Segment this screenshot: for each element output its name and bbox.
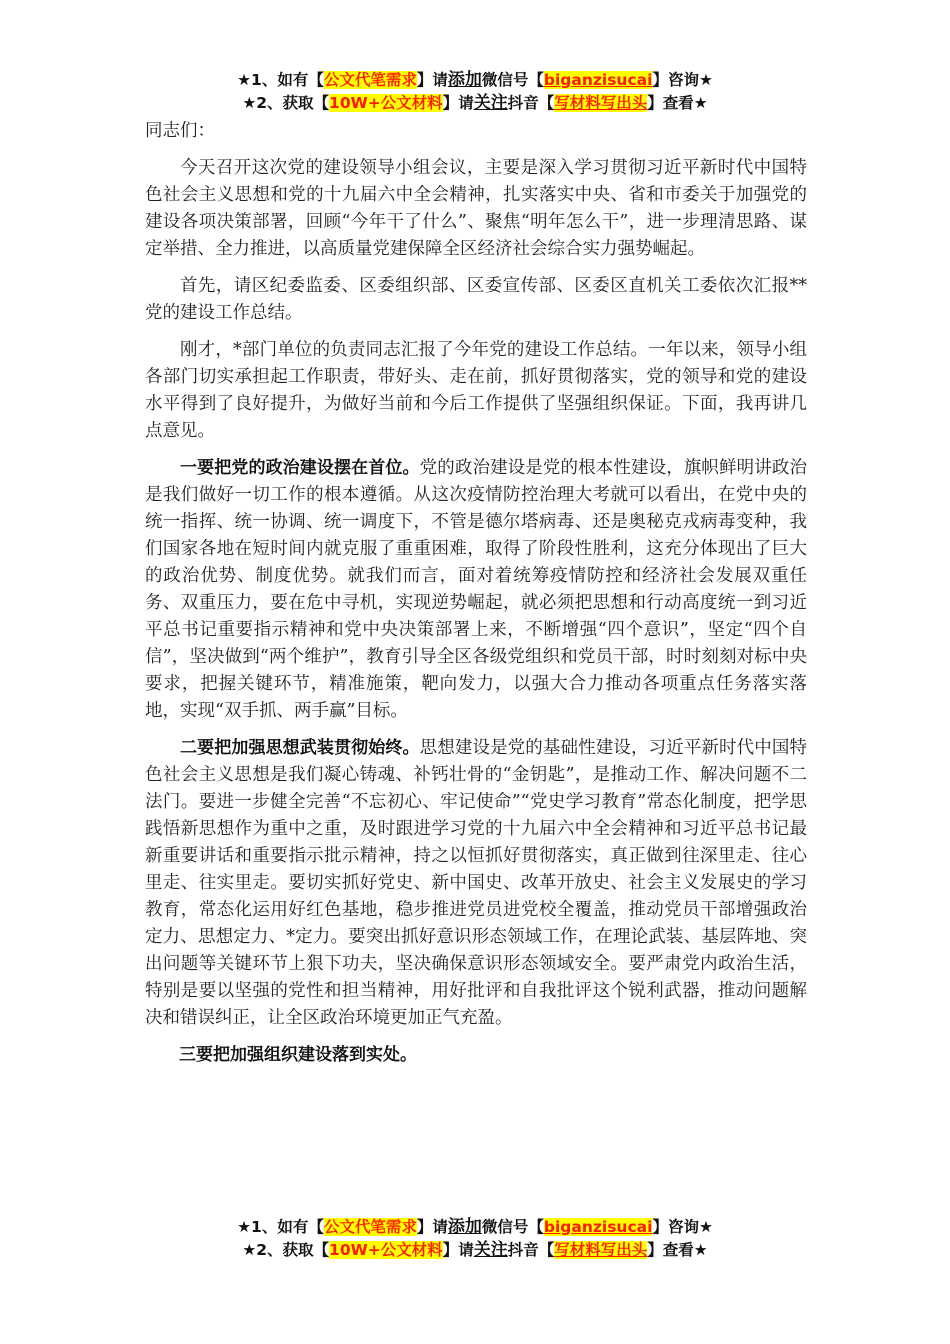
promo-line-1 (0, 1216, 950, 1239)
promo-text: 1、如有【 (251, 71, 324, 89)
highlight-service: 公文代笔需求 (323, 71, 417, 89)
promo-text: 2、获取【 (256, 1241, 330, 1259)
highlight-materials: 10W+公文材料 (329, 1241, 443, 1259)
paragraph-reports (145, 273, 807, 327)
promo-text: 】查看 (647, 94, 694, 112)
promo-text: 1、如有【 (251, 1218, 324, 1236)
salutation: 同志们： (145, 121, 215, 141)
star-icon: ★ (237, 1218, 252, 1236)
paragraph-point-1 (145, 455, 807, 725)
point-3-heading: 三要把加强组织建设落到实处。 (179, 1045, 417, 1065)
star-icon: ★ (242, 94, 257, 112)
douyin-account-link[interactable]: 写材料写出头 (554, 94, 648, 112)
star-icon: ★ (693, 94, 708, 112)
promo-text: 抖音【 (507, 1241, 555, 1259)
promo-banner-top (0, 69, 950, 115)
point-heading: 二要把加强思想武装贯彻始终。 (180, 738, 420, 758)
promo-banner-bottom (0, 1216, 950, 1262)
highlight-service: 公文代笔需求 (323, 1218, 417, 1236)
highlight-materials: 10W+公文材料 (329, 94, 443, 112)
promo-text: 】请 (416, 1218, 448, 1236)
promo-line-2 (0, 92, 950, 115)
promo-text: 】咨询 (652, 1218, 699, 1236)
paragraph-text: 党的政治建设是党的根本性建设，旗帜鲜明讲政治是我们做好一切工作的根本遵循。从这次疫情防控治理大考就可以看出，在党中央的统一指挥、统一协调、统一调度下，不管是德尔塔病毒、还是奥秘克戎病毒变种，我们国家各地在短时间内就克服了重重困难，取得了阶段性胜利，这充分体现出了巨大的政治优势、制度优势。就我们而言，面对着统筹疫情防控和经济社会发展双重任务、双重压力，要在危中寻机，实现逆势崛起，就必须把思想和行动高度统一到习近平总书记重要指示精神和党中央决策部署上来，不断增强“四个意识”，坚定“四个自信”，坚决做到“两个维护”，教育引导全区各级党组织和党员干部，时时刻刻对标中央要求，把握关键环节，精准施策，靶向发力，以强大合力推动各项重点任务落实落地，实现“双手抓、两手赢”目标。 (145, 458, 808, 721)
promo-text: 微信号【 (481, 71, 544, 89)
paragraph-text: 思想建设是党的基础性建设，习近平新时代中国特色社会主义思想是我们凝心铸魂、补钙壮骨的“金钥匙”，是推动工作、解决问题不二法门。要进一步健全完善“不忘初心、牢记使命”“党史学习教育”常态化制度，把学思践悟新思想作为重中之重，及时跟进学习党的十九届六中全会精神和习近平总书记最新重要讲话和重要指示批示精神，持之以恒抓好贯彻落实，真正做到往深里走、往心里走、往实里走。要切实抓好党史、新中国史、改革开放史、社会主义发展史的学习教育，常态化运用好红色基地，稳步推进党员进党校全覆盖，推动党员干部增强政治定力、思想定力、*定力。要突出抓好意识形态领域工作，在理论武装、基层阵地、突出问题等关键环节上狠下功夫，坚决确保意识形态领域安全。要严肃党内政治生活，特别是要以坚强的党性和担当精神，用好批评和自我批评这个锐利武器，推动问题解决和错误纠正，让全区政治环境更加正气充盈。 (145, 738, 808, 1028)
douyin-account-link[interactable]: 写材料写出头 (554, 1241, 648, 1259)
promo-text: 】请 (442, 94, 474, 112)
promo-line-2 (0, 1239, 950, 1262)
emphasis-follow: 关注 (473, 93, 508, 113)
paragraph-point-2 (145, 735, 807, 1032)
star-icon: ★ (242, 1241, 257, 1259)
promo-line-1 (0, 69, 950, 92)
promo-text: 】查看 (647, 1241, 694, 1259)
star-icon: ★ (693, 1241, 708, 1259)
star-icon: ★ (237, 71, 252, 89)
wechat-id-link[interactable]: biganzisucai (543, 71, 653, 89)
promo-text: 抖音【 (507, 94, 555, 112)
paragraph-text: 刚才，*部门单位的负责同志汇报了今年党的建设工作总结。一年以来，领导小组各部门切实承担起工作职责，带好头、走在前，抓好贯彻落实，党的领导和党的建设水平得到了良好提升，为做好当前和今后工作提供了坚强组织保证。下面，我再讲几点意见。 (145, 340, 807, 441)
promo-text: 2、获取【 (256, 94, 330, 112)
promo-text: 】咨询 (652, 71, 699, 89)
wechat-id-link[interactable]: biganzisucai (543, 1218, 653, 1236)
promo-text: 】请 (416, 71, 448, 89)
star-icon: ★ (698, 71, 713, 89)
paragraph-text: 今天召开这次党的建设领导小组会议，主要是深入学习贯彻习近平新时代中国特色社会主义思想和党的十九届六中全会精神，扎实落实中央、省和市委关于加强党的建设各项决策部署，回顾“今年干了什么”、聚焦“明年怎么干”，进一步理清思路、谋定举措、全力推进，以高质量党建保障全区经济社会综合实力强势崛起。 (145, 158, 807, 259)
paragraph-opening (145, 155, 807, 263)
document-body (145, 118, 807, 1079)
promo-text: 微信号【 (481, 1218, 544, 1236)
star-icon: ★ (698, 1218, 713, 1236)
point-heading: 一要把党的政治建设摆在首位。 (180, 458, 420, 478)
promo-text: 】请 (442, 1241, 474, 1259)
emphasis-add: 添加 (447, 70, 482, 90)
paragraph-text: 首先，请区纪委监委、区委组织部、区委宣传部、区委区直机关工委依次汇报**党的建设工作总结。 (145, 276, 807, 323)
emphasis-follow: 关注 (473, 1240, 508, 1260)
paragraph-summary (145, 337, 807, 445)
emphasis-add: 添加 (447, 1217, 482, 1237)
